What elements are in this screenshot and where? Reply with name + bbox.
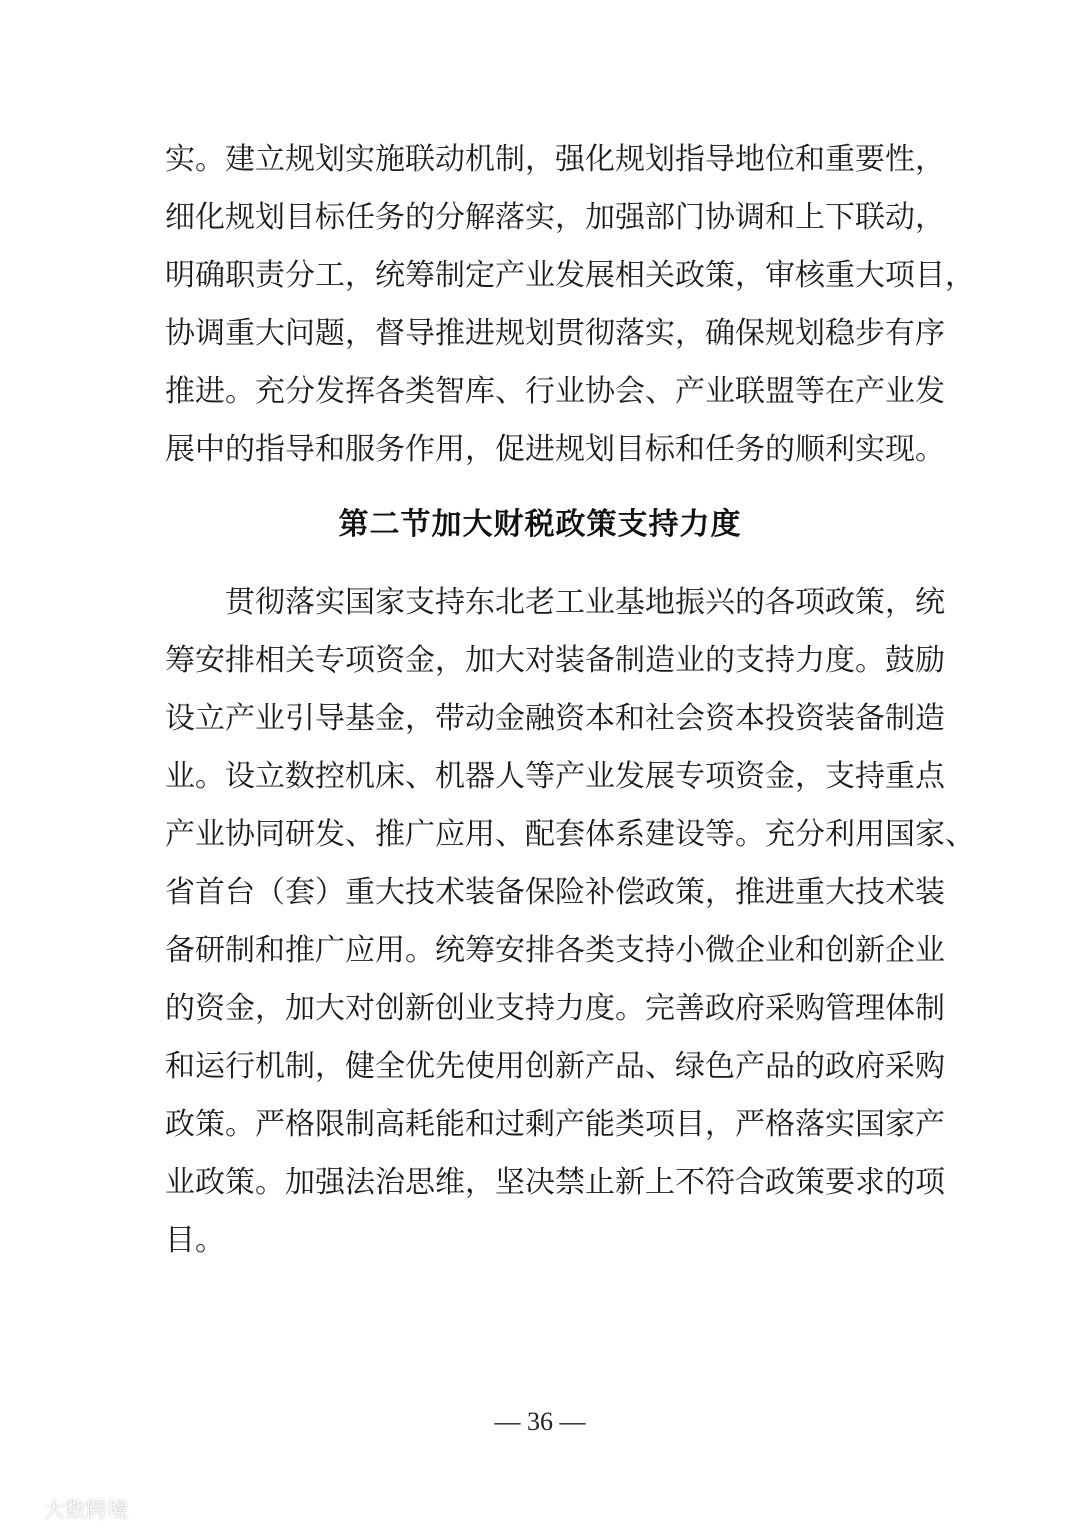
paragraph-line: 备研制和推广应用。统筹安排各类支持小微企业和创新企业 (165, 933, 945, 968)
weibo-logo-icon (8, 1496, 38, 1522)
paragraph-line: 贯彻落实国家支持东北老工业基地振兴的各项政策，统 (225, 585, 945, 620)
paragraph-line: 业。设立数控机床、机器人等产业发展专项资金，支持重点 (165, 759, 945, 794)
paragraph-line: 的资金，加大对创新创业支持力度。完善政府采购管理体制 (165, 991, 945, 1026)
paragraph-line: 实。建立规划实施联动机制，强化规划指导地位和重要性， (165, 142, 945, 177)
page-number: — 36 — (494, 1407, 586, 1436)
paragraph-line: 目。 (165, 1223, 225, 1258)
paragraph-line: 省首台（套）重大技术装备保险补偿政策，推进重大技术装 (165, 875, 945, 910)
paragraph-1 (165, 131, 975, 479)
paragraph-line: 政策。严格限制高耗能和过剩产能类项目，严格落实国家产 (165, 1107, 945, 1142)
paragraph-line: 产业协同研发、推广应用、配套体系建设等。充分利用国家、 (165, 817, 975, 852)
paragraph-line: 业政策。加强法治思维，坚决禁止新上不符合政策要求的项 (165, 1165, 945, 1200)
watermark (8, 1494, 128, 1524)
watermark-text: 大数跨境 (44, 1498, 128, 1522)
paragraph-line: 推进。充分发挥各类智库、行业协会、产业联盟等在产业发 (165, 374, 945, 409)
paragraph-line: 明确职责分工，统筹制定产业发展相关政策，审核重大项目， (165, 258, 975, 293)
paragraph-line: 筹安排相关专项资金，加大对装备制造业的支持力度。鼓励 (165, 643, 945, 678)
paragraph-line: 设立产业引导基金，带动金融资本和社会资本投资装备制造 (165, 701, 945, 736)
section-heading: 第二节加大财税政策支持力度 (338, 507, 742, 542)
paragraph-line: 展中的指导和服务作用，促进规划目标和任务的顺利实现。 (165, 432, 945, 467)
paragraph-2 (165, 574, 975, 1270)
paragraph-line: 和运行机制，健全优先使用创新产品、绿色产品的政府采购 (165, 1049, 945, 1084)
paragraph-line: 细化规划目标任务的分解落实，加强部门协调和上下联动， (165, 200, 945, 235)
paragraph-line: 协调重大问题，督导推进规划贯彻落实，确保规划稳步有序 (165, 316, 945, 351)
